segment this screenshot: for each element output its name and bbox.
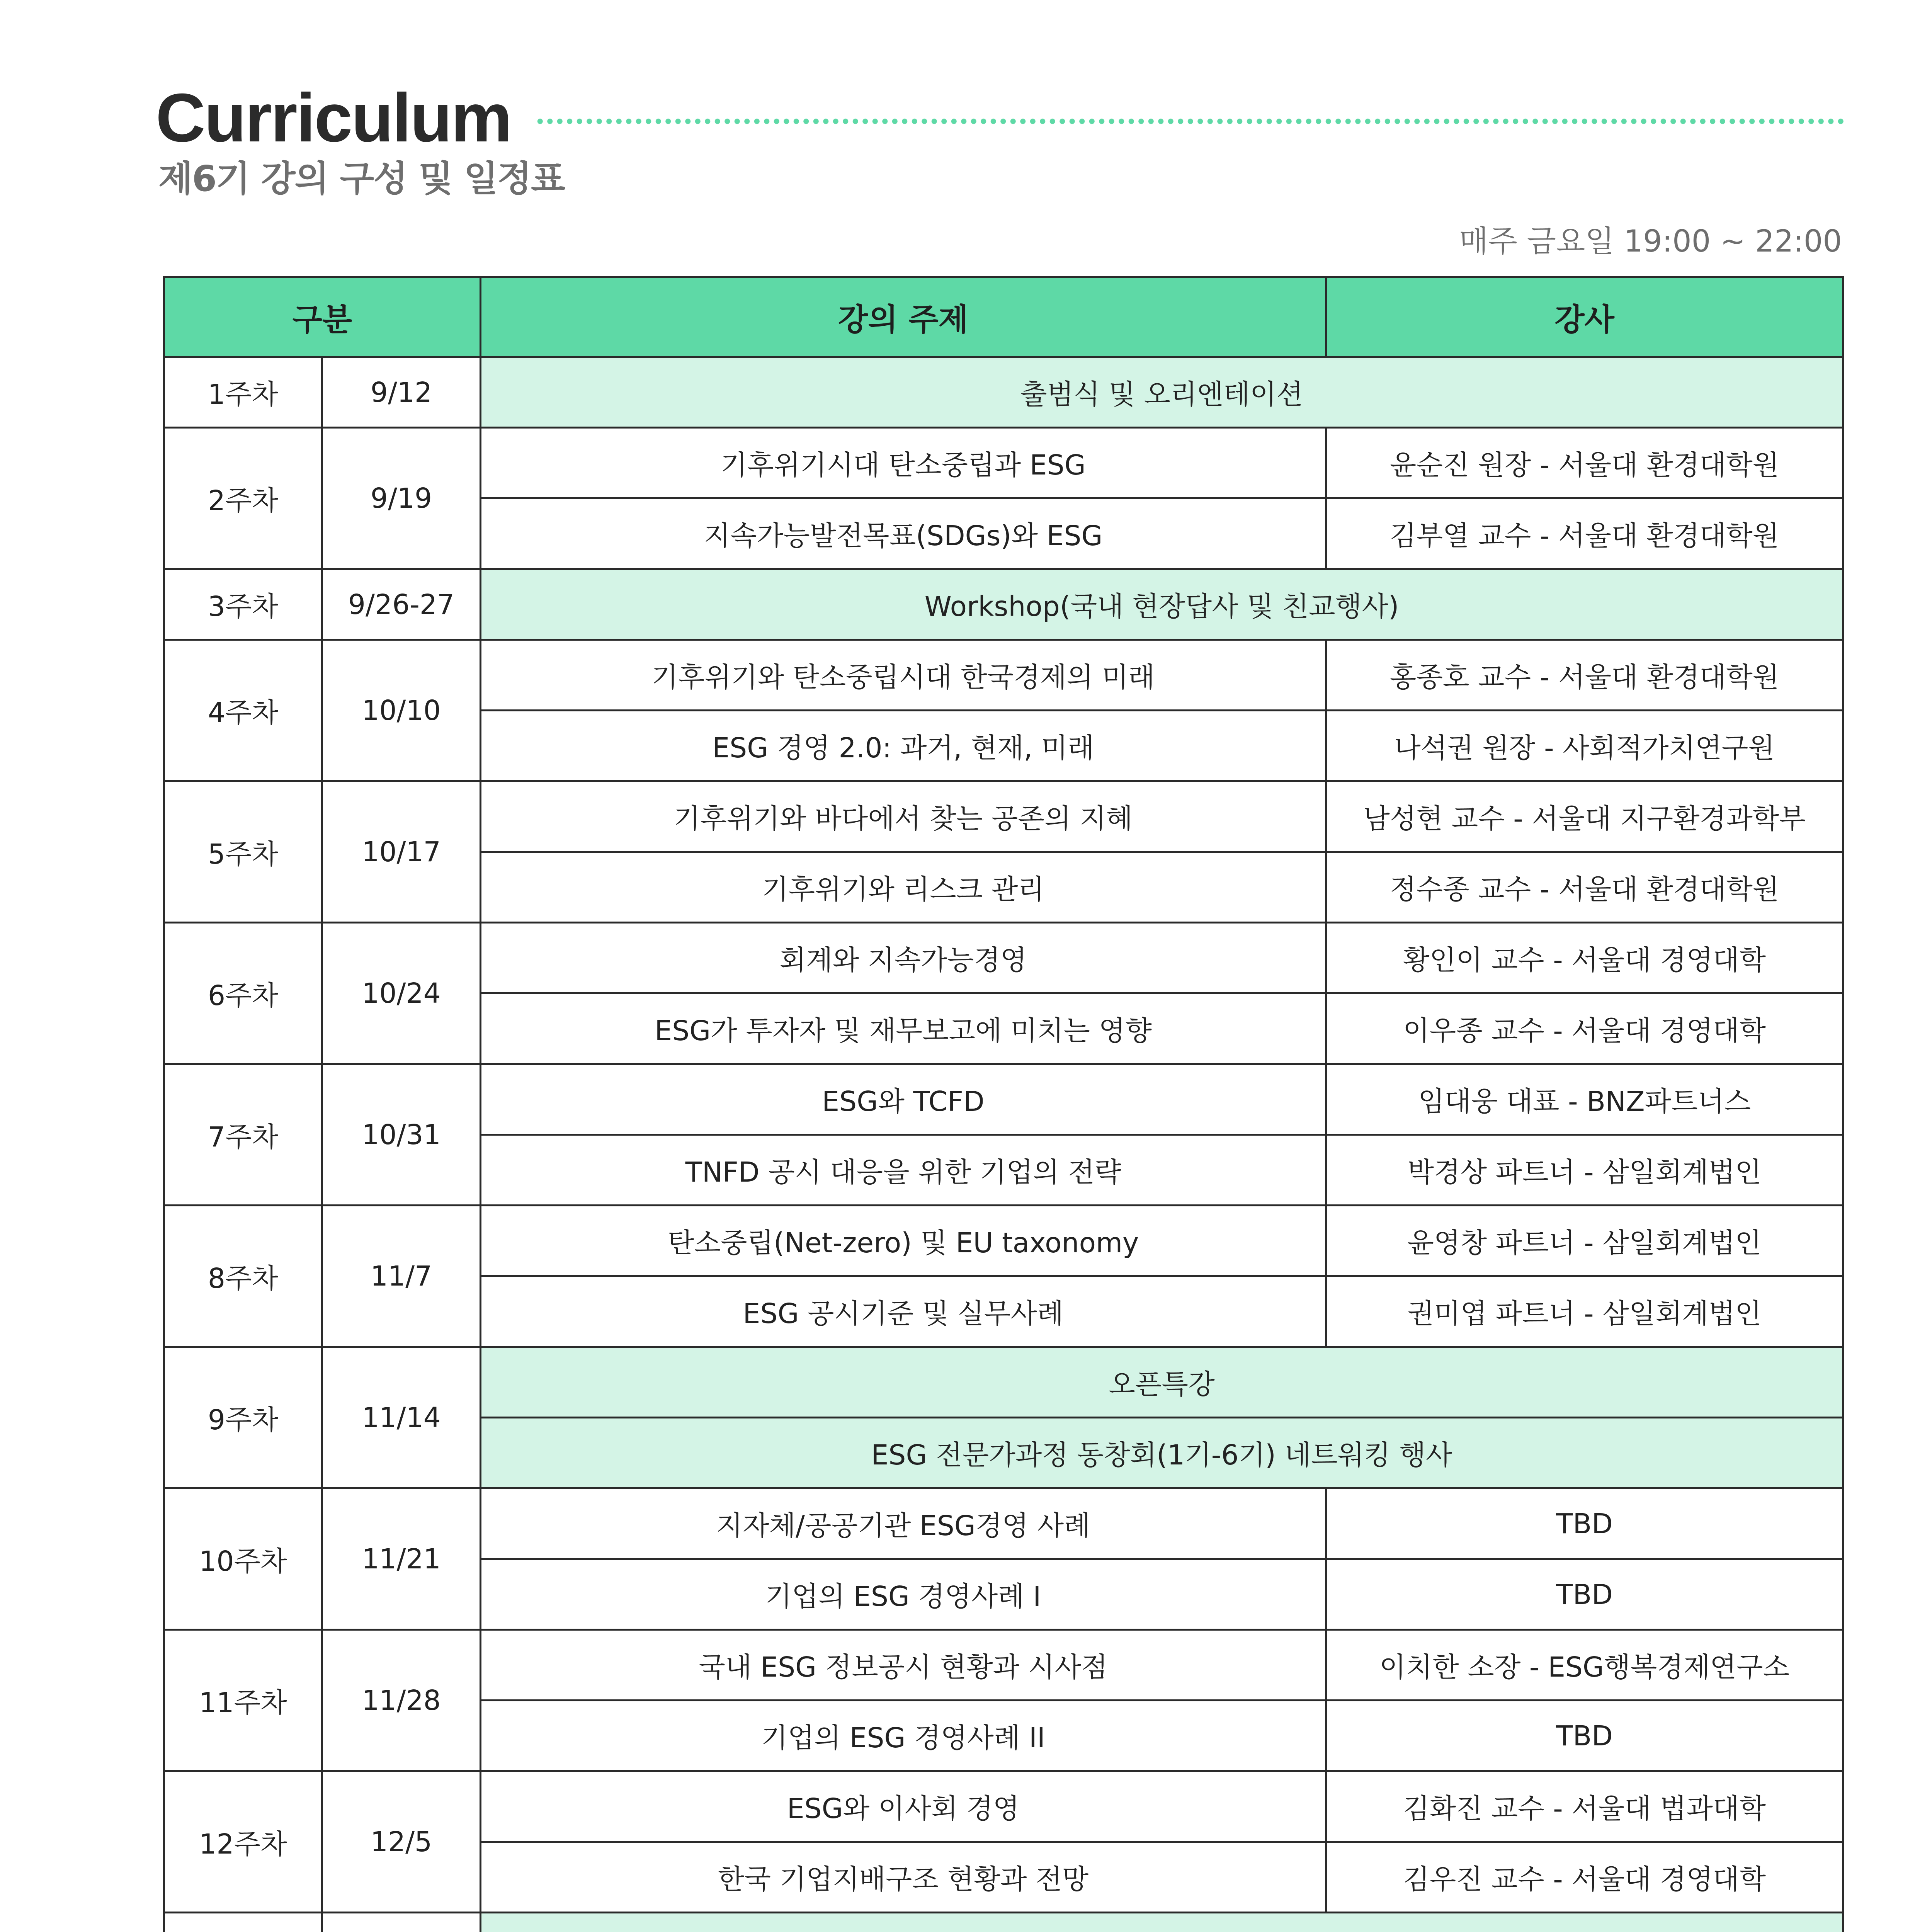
schedule-note: 매주 금요일 19:00 ~ 22:00 [1459,224,1842,259]
topic-cell: ESG와 TCFD [481,1064,1326,1135]
event-cell: 오픈특강 [481,1347,1843,1418]
topic-cell: 지자체/공공기관 ESG경영 사례 [481,1488,1326,1559]
event-cell: 출범식 및 오리엔테이션 [481,357,1843,428]
instructor-cell: 나석권 원장 - 사회적가치연구원 [1326,711,1843,781]
page-subtitle: 제6기 강의 구성 및 일정표 [158,158,565,199]
week-cell: 10주차 [164,1488,322,1630]
week-cell: 5주차 [164,781,322,923]
topic-cell: TNFD 공시 대응을 위한 기업의 전략 [481,1135,1326,1206]
instructor-cell: 윤영창 파트너 - 삼일회계법인 [1326,1206,1843,1276]
date-cell: 12/5 [322,1771,481,1913]
topic-cell: 지속가능발전목표(SDGs)와 ESG [481,498,1326,569]
table-body [164,357,1843,1932]
topic-cell: 탄소중립(Net-zero) 및 EU taxonomy [481,1206,1326,1276]
date-cell [322,1913,481,1932]
instructor-cell: 남성현 교수 - 서울대 지구환경과학부 [1326,781,1843,852]
header-topic: 강의 주제 [481,277,1326,357]
table-row [164,1630,1843,1701]
date-cell: 11/14 [322,1347,481,1488]
date-cell: 10/24 [322,923,481,1064]
topic-cell: 기후위기시대 탄소중립과 ESG [481,428,1326,498]
instructor-cell: 윤순진 원장 - 서울대 환경대학원 [1326,428,1843,498]
week-cell: 12주차 [164,1771,322,1913]
table-row [164,640,1843,711]
week-cell: 11주차 [164,1630,322,1771]
week-cell: 9주차 [164,1347,322,1488]
table-header-row [164,277,1843,357]
instructor-cell: 권미엽 파트너 - 삼일회계법인 [1326,1276,1843,1347]
week-cell: 6주차 [164,923,322,1064]
instructor-cell: 김부열 교수 - 서울대 환경대학원 [1326,498,1843,569]
date-cell: 9/19 [322,428,481,569]
event-cell [481,1913,1843,1932]
instructor-cell: TBD [1326,1701,1843,1771]
date-cell: 11/7 [322,1206,481,1347]
date-cell: 10/10 [322,640,481,781]
curriculum-table [163,276,1844,1932]
topic-cell: 국내 ESG 정보공시 현황과 시사점 [481,1630,1326,1701]
week-cell: 8주차 [164,1206,322,1347]
table-row [164,1771,1843,1842]
table-row [164,1064,1843,1135]
instructor-cell: 정수종 교수 - 서울대 환경대학원 [1326,852,1843,923]
topic-cell: 기후위기와 바다에서 찾는 공존의 지혜 [481,781,1326,852]
topic-cell: 기후위기와 탄소중립시대 한국경제의 미래 [481,640,1326,711]
instructor-cell: 임대웅 대표 - BNZ파트너스 [1326,1064,1843,1135]
instructor-cell: TBD [1326,1488,1843,1559]
topic-cell: 한국 기업지배구조 현황과 전망 [481,1842,1326,1913]
topic-cell: 기업의 ESG 경영사례 I [481,1559,1326,1630]
week-cell [164,1913,322,1932]
dotted-divider [535,117,1845,126]
date-cell: 11/28 [322,1630,481,1771]
page-title: Curriculum [156,79,511,156]
instructor-cell: 이치한 소장 - ESG행복경제연구소 [1326,1630,1843,1701]
topic-cell: 기후위기와 리스크 관리 [481,852,1326,923]
event-cell: ESG 전문가과정 동창회(1기-6기) 네트워킹 행사 [481,1418,1843,1488]
instructor-cell: 이우종 교수 - 서울대 경영대학 [1326,993,1843,1064]
date-cell: 10/31 [322,1064,481,1206]
topic-cell: ESG 공시기준 및 실무사례 [481,1276,1326,1347]
table-row [164,1488,1843,1559]
topic-cell: 기업의 ESG 경영사례 II [481,1701,1326,1771]
topic-cell: 회계와 지속가능경영 [481,923,1326,993]
instructor-cell: TBD [1326,1559,1843,1630]
topic-cell: ESG가 투자자 및 재무보고에 미치는 영향 [481,993,1326,1064]
date-cell: 9/26-27 [322,569,481,640]
table-row [164,1347,1843,1418]
week-cell: 4주차 [164,640,322,781]
table-row [164,1913,1843,1932]
instructor-cell: 황인이 교수 - 서울대 경영대학 [1326,923,1843,993]
week-cell: 1주차 [164,357,322,428]
instructor-cell: 김화진 교수 - 서울대 법과대학 [1326,1771,1843,1842]
week-cell: 3주차 [164,569,322,640]
table-row [164,1206,1843,1276]
topic-cell: ESG와 이사회 경영 [481,1771,1326,1842]
event-cell: Workshop(국내 현장답사 및 친교행사) [481,569,1843,640]
instructor-cell: 홍종호 교수 - 서울대 환경대학원 [1326,640,1843,711]
table-row [164,569,1843,640]
week-cell: 2주차 [164,428,322,569]
table-row [164,357,1843,428]
week-cell: 7주차 [164,1064,322,1206]
header-instructor: 강사 [1326,277,1843,357]
instructor-cell: 김우진 교수 - 서울대 경영대학 [1326,1842,1843,1913]
date-cell: 11/21 [322,1488,481,1630]
table-row [164,923,1843,993]
table-row [164,428,1843,498]
table-row [164,781,1843,852]
header-division: 구분 [164,277,481,357]
date-cell: 9/12 [322,357,481,428]
instructor-cell: 박경상 파트너 - 삼일회계법인 [1326,1135,1843,1206]
topic-cell: ESG 경영 2.0: 과거, 현재, 미래 [481,711,1326,781]
date-cell: 10/17 [322,781,481,923]
